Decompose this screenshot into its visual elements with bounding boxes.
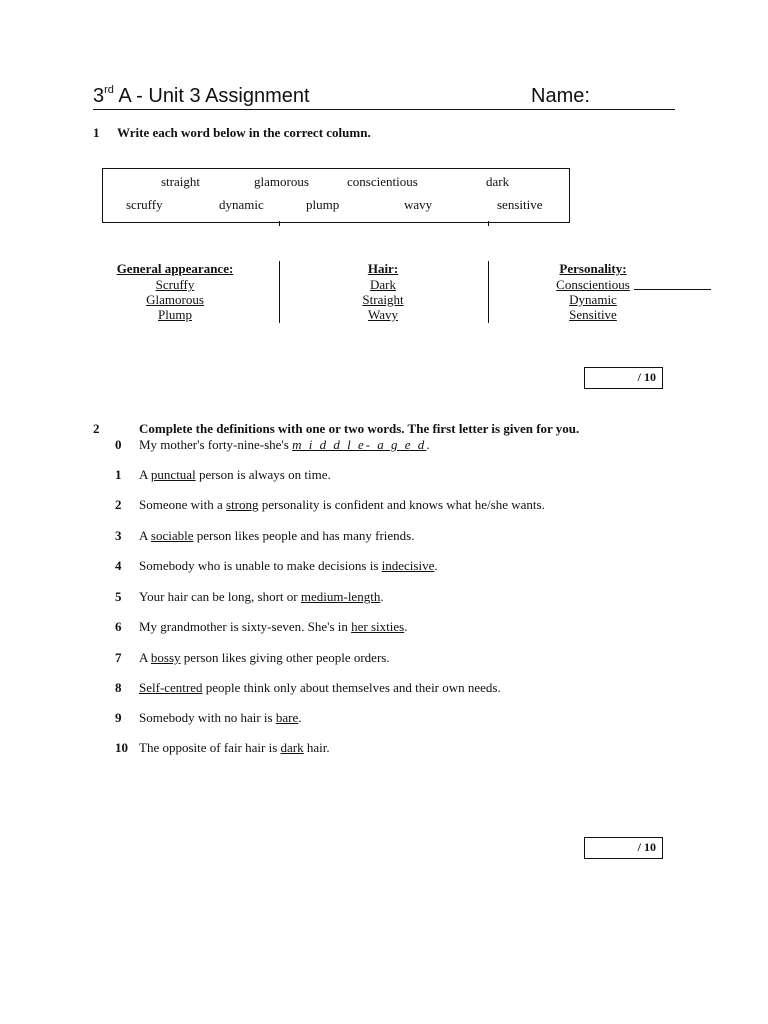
item-text-after: person is always on time. — [195, 467, 331, 482]
item-number: 0 — [115, 437, 122, 452]
word-box-word: sensitive — [497, 197, 543, 212]
definition-item — [115, 467, 715, 487]
column-divider — [488, 261, 489, 323]
item-answer: her sixties — [351, 619, 405, 634]
definition-item — [115, 650, 715, 670]
item-number: 8 — [115, 680, 122, 695]
item-text-before: A — [139, 467, 151, 482]
answer-blank-line — [634, 289, 711, 290]
q2-number: 2 — [93, 421, 100, 436]
q2-instruction: Complete the definitions with one or two words. The first letter is given for you. — [139, 421, 580, 436]
name-label: Name: — [531, 85, 590, 107]
item-text-before: A — [139, 650, 151, 665]
box-tick-mark — [279, 221, 280, 226]
column-answer: Dynamic — [569, 292, 617, 307]
definition-item — [115, 680, 715, 700]
item-answer: medium-length — [300, 589, 381, 604]
definition-item — [115, 619, 715, 639]
column-answer: Scruffy — [155, 277, 195, 292]
item-number: 9 — [115, 710, 122, 725]
definition-item — [115, 437, 715, 457]
item-text-after: person likes people and has many friends. — [193, 528, 415, 543]
item-number: 1 — [115, 467, 122, 482]
item-number: 7 — [115, 650, 122, 665]
item-text-before: Someone with a — [139, 497, 227, 512]
score-label: / 10 — [637, 840, 656, 854]
word-box-word: dynamic — [219, 197, 264, 212]
item-answer: sociable — [150, 528, 194, 543]
item-text-before: My mother's forty-nine-she's — [139, 437, 293, 452]
word-box-word: conscientious — [347, 174, 418, 189]
item-text-after: . — [426, 437, 430, 452]
item-text-before: Somebody who is unable to make decisions is — [139, 558, 382, 573]
item-text-before: Somebody with no hair is — [139, 710, 276, 725]
item-answer: strong — [226, 497, 259, 512]
column-hair — [333, 261, 433, 322]
box-tick-mark — [488, 221, 489, 226]
column-divider — [279, 261, 280, 323]
item-text-before: Your hair can be long, short or — [139, 589, 301, 604]
item-text-after: people think only about themselves and their own needs. — [202, 680, 501, 695]
q1-instruction: Write each word below in the correct column. — [117, 125, 371, 140]
item-text-after: hair. — [303, 740, 330, 755]
q2-score-box[interactable] — [584, 837, 663, 859]
item-answer: bossy — [150, 650, 181, 665]
item-answer: punctual — [150, 467, 196, 482]
item-number: 10 — [115, 740, 128, 755]
definition-item — [115, 740, 715, 760]
title-superscript: rd — [104, 84, 114, 96]
item-answer: dark — [280, 740, 304, 755]
item-text-after: . — [434, 558, 438, 573]
item-text-after: . — [298, 710, 302, 725]
item-number: 6 — [115, 619, 122, 634]
item-answer: indecisive — [381, 558, 435, 573]
item-text-before: The opposite of fair hair is — [139, 740, 281, 755]
item-answer: bare — [275, 710, 299, 725]
assignment-title — [93, 85, 310, 108]
item-number: 2 — [115, 497, 122, 512]
column-answer: Wavy — [368, 307, 398, 322]
column-heading: General appearance: — [116, 261, 234, 276]
score-label: / 10 — [637, 370, 656, 384]
word-box-word: straight — [161, 174, 200, 189]
word-box-word: plump — [306, 197, 340, 212]
item-text-after: . — [380, 589, 384, 604]
item-text-before: A — [139, 528, 151, 543]
column-answer: Plump — [158, 307, 192, 322]
word-box-word: wavy — [404, 197, 433, 212]
word-box-word: scruffy — [126, 197, 163, 212]
item-text-after: . — [404, 619, 408, 634]
definition-item — [115, 558, 715, 578]
word-box-word: glamorous — [254, 174, 309, 189]
definition-item — [115, 710, 715, 730]
definition-item — [115, 497, 715, 517]
item-text-before: My grandmother is sixty-seven. She's in — [139, 619, 352, 634]
item-number: 4 — [115, 558, 122, 573]
example-answer: m i d d l e- a g e d — [292, 437, 427, 452]
column-personality — [543, 261, 643, 322]
item-number: 5 — [115, 589, 122, 604]
definition-item — [115, 528, 715, 548]
item-text-after: personality is confident and knows what he/she wants. — [258, 497, 545, 512]
definition-item — [115, 589, 715, 609]
column-answer: Sensitive — [569, 307, 617, 322]
column-answer: Conscientious — [556, 277, 630, 292]
column-answer: Dark — [370, 277, 396, 292]
column-general-appearance — [100, 261, 250, 322]
item-number: 3 — [115, 528, 122, 543]
column-answer: Glamorous — [146, 292, 204, 307]
q1-score-box[interactable] — [584, 367, 663, 389]
item-answer: Self-centred — [139, 680, 203, 695]
header-rule — [93, 109, 675, 110]
item-text-after: person likes giving other people orders. — [180, 650, 390, 665]
title-suffix: A - Unit 3 Assignment — [113, 85, 310, 107]
title-prefix: 3 — [93, 85, 105, 107]
column-heading: Personality: — [559, 261, 627, 276]
word-box-word: dark — [486, 174, 510, 189]
column-answer: Straight — [362, 292, 404, 307]
q1-number: 1 — [93, 125, 100, 140]
column-heading: Hair: — [367, 261, 399, 276]
